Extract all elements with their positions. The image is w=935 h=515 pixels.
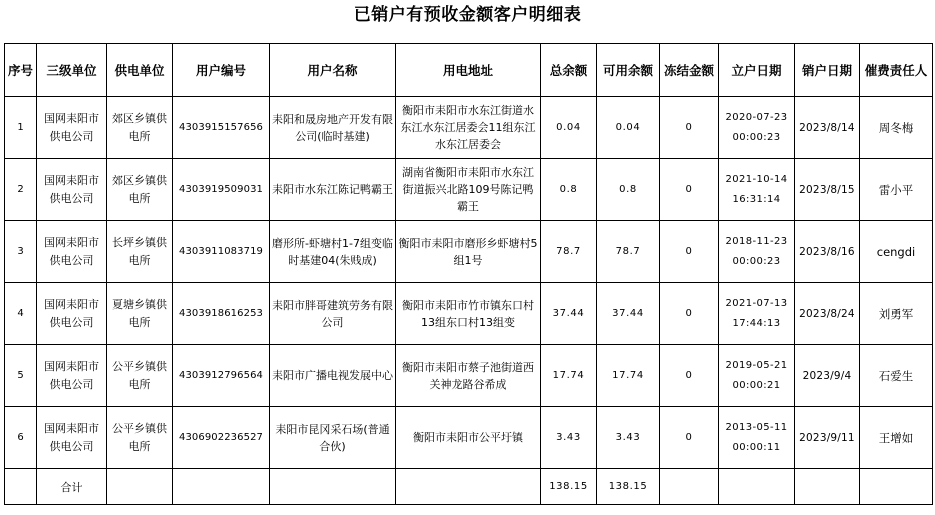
row-supply-unit: 长坪乡镇供电所 bbox=[107, 221, 173, 283]
row-open-date bbox=[719, 407, 795, 469]
table-row bbox=[5, 345, 933, 407]
row-org: 国网耒阳市供电公司 bbox=[37, 159, 107, 221]
row-address: 衡阳市耒阳市公平圩镇 bbox=[396, 407, 541, 469]
header-total-balance: 总余额 bbox=[541, 44, 597, 97]
row-total-balance: 0.8 bbox=[541, 159, 597, 221]
total-empty-cell bbox=[795, 469, 860, 505]
row-user-name: 磨形所-虾塘村1-7组变临时基建04(朱贱成) bbox=[270, 221, 396, 283]
row-org: 国网耒阳市供电公司 bbox=[37, 345, 107, 407]
header-open-date: 立户日期 bbox=[719, 44, 795, 97]
open-date-day: 2019-05-21 bbox=[725, 359, 788, 371]
row-person: 石爱生 bbox=[860, 345, 933, 407]
row-index: 2 bbox=[5, 159, 37, 221]
table-row bbox=[5, 221, 933, 283]
row-available-balance: 0.8 bbox=[597, 159, 660, 221]
row-index: 3 bbox=[5, 221, 37, 283]
row-address: 衡阳市耒阳市磨形乡虾塘村5组1号 bbox=[396, 221, 541, 283]
row-available-balance: 37.44 bbox=[597, 283, 660, 345]
row-user-no: 4303915157656 bbox=[173, 97, 270, 159]
row-available-balance: 78.7 bbox=[597, 221, 660, 283]
row-person: 雷小平 bbox=[860, 159, 933, 221]
total-total-balance: 138.15 bbox=[541, 469, 597, 505]
row-supply-unit: 公平乡镇供电所 bbox=[107, 407, 173, 469]
open-date-time: 00:00:11 bbox=[732, 441, 781, 453]
row-frozen-amount: 0 bbox=[660, 283, 719, 345]
table-row bbox=[5, 283, 933, 345]
total-empty-cell bbox=[396, 469, 541, 505]
total-label: 合计 bbox=[37, 469, 107, 505]
row-available-balance: 0.04 bbox=[597, 97, 660, 159]
row-address: 湖南省衡阳市耒阳市水东江街道振兴北路109号陈记鸭霸王 bbox=[396, 159, 541, 221]
row-org: 国网耒阳市供电公司 bbox=[37, 97, 107, 159]
open-date-time: 16:31:14 bbox=[732, 193, 781, 205]
row-open-date bbox=[719, 97, 795, 159]
row-person: 王增如 bbox=[860, 407, 933, 469]
row-user-name: 耒阳市水东江陈记鸭霸王 bbox=[270, 159, 396, 221]
row-user-no: 4303919509031 bbox=[173, 159, 270, 221]
row-supply-unit: 郊区乡镇供电所 bbox=[107, 97, 173, 159]
total-empty-cell bbox=[5, 469, 37, 505]
row-user-no: 4303912796564 bbox=[173, 345, 270, 407]
row-user-name: 耒阳市胖哥建筑劳务有限公司 bbox=[270, 283, 396, 345]
open-date-day: 2021-07-13 bbox=[725, 297, 788, 309]
header-available-balance: 可用余额 bbox=[597, 44, 660, 97]
row-frozen-amount: 0 bbox=[660, 97, 719, 159]
table-row bbox=[5, 159, 933, 221]
page-title: 已销户有预收金额客户明细表 bbox=[353, 5, 582, 25]
header-user-name: 用户名称 bbox=[270, 44, 396, 97]
row-open-date bbox=[719, 221, 795, 283]
header-org: 三级单位 bbox=[37, 44, 107, 97]
row-user-no: 4306902236527 bbox=[173, 407, 270, 469]
total-empty-cell bbox=[660, 469, 719, 505]
header-person: 催费责任人 bbox=[860, 44, 933, 97]
row-total-balance: 0.04 bbox=[541, 97, 597, 159]
row-frozen-amount: 0 bbox=[660, 407, 719, 469]
header-index: 序号 bbox=[5, 44, 37, 97]
open-date-time: 00:00:23 bbox=[732, 131, 781, 143]
row-frozen-amount: 0 bbox=[660, 159, 719, 221]
open-date-time: 00:00:21 bbox=[732, 379, 781, 391]
total-row bbox=[5, 469, 933, 505]
row-total-balance: 17.74 bbox=[541, 345, 597, 407]
header-user-no: 用户编号 bbox=[173, 44, 270, 97]
row-supply-unit: 公平乡镇供电所 bbox=[107, 345, 173, 407]
row-address: 衡阳市耒阳市水东江街道水东江水东江居委会11组东江水东江居委会 bbox=[396, 97, 541, 159]
row-address: 衡阳市耒阳市蔡子池街道西关神龙路谷希成 bbox=[396, 345, 541, 407]
row-close-date: 2023/9/4 bbox=[795, 345, 860, 407]
open-date-time: 17:44:13 bbox=[732, 317, 781, 329]
header-address: 用电地址 bbox=[396, 44, 541, 97]
open-date-day: 2020-07-23 bbox=[725, 111, 788, 123]
row-person: 刘勇军 bbox=[860, 283, 933, 345]
row-index: 1 bbox=[5, 97, 37, 159]
row-user-name: 耒阳市广播电视发展中心 bbox=[270, 345, 396, 407]
row-total-balance: 3.43 bbox=[541, 407, 597, 469]
row-person: 周冬梅 bbox=[860, 97, 933, 159]
row-frozen-amount: 0 bbox=[660, 345, 719, 407]
table-row bbox=[5, 407, 933, 469]
open-date-day: 2018-11-23 bbox=[725, 235, 788, 247]
row-index: 6 bbox=[5, 407, 37, 469]
total-empty-cell bbox=[173, 469, 270, 505]
row-org: 国网耒阳市供电公司 bbox=[37, 283, 107, 345]
row-close-date: 2023/8/16 bbox=[795, 221, 860, 283]
row-frozen-amount: 0 bbox=[660, 221, 719, 283]
table-row bbox=[5, 97, 933, 159]
row-close-date: 2023/9/11 bbox=[795, 407, 860, 469]
row-index: 5 bbox=[5, 345, 37, 407]
header-supply-unit: 供电单位 bbox=[107, 44, 173, 97]
open-date-time: 00:00:23 bbox=[732, 255, 781, 267]
row-close-date: 2023/8/14 bbox=[795, 97, 860, 159]
total-empty-cell bbox=[270, 469, 396, 505]
row-available-balance: 3.43 bbox=[597, 407, 660, 469]
row-supply-unit: 郊区乡镇供电所 bbox=[107, 159, 173, 221]
row-index: 4 bbox=[5, 283, 37, 345]
open-date-day: 2013-05-11 bbox=[725, 421, 788, 433]
row-user-name: 耒阳市昆冈采石场(普通合伙) bbox=[270, 407, 396, 469]
row-total-balance: 78.7 bbox=[541, 221, 597, 283]
row-close-date: 2023/8/24 bbox=[795, 283, 860, 345]
row-supply-unit: 夏塘乡镇供电所 bbox=[107, 283, 173, 345]
table-header-row bbox=[5, 44, 933, 97]
row-org: 国网耒阳市供电公司 bbox=[37, 407, 107, 469]
total-empty-cell bbox=[107, 469, 173, 505]
row-close-date: 2023/8/15 bbox=[795, 159, 860, 221]
total-empty-cell bbox=[860, 469, 933, 505]
customer-detail-table bbox=[4, 43, 933, 505]
row-org: 国网耒阳市供电公司 bbox=[37, 221, 107, 283]
row-person: cengdi bbox=[860, 221, 933, 283]
open-date-day: 2021-10-14 bbox=[725, 173, 788, 185]
row-user-no: 4303911083719 bbox=[173, 221, 270, 283]
total-available-balance: 138.15 bbox=[597, 469, 660, 505]
row-user-no: 4303918616253 bbox=[173, 283, 270, 345]
total-empty-cell bbox=[719, 469, 795, 505]
row-open-date bbox=[719, 283, 795, 345]
row-available-balance: 17.74 bbox=[597, 345, 660, 407]
row-open-date bbox=[719, 159, 795, 221]
row-total-balance: 37.44 bbox=[541, 283, 597, 345]
header-close-date: 销户日期 bbox=[795, 44, 860, 97]
row-address: 衡阳市耒阳市竹市镇东口村13组东口村13组变 bbox=[396, 283, 541, 345]
row-user-name: 耒阳和晟房地产开发有限公司(临时基建) bbox=[270, 97, 396, 159]
header-frozen-amount: 冻结金额 bbox=[660, 44, 719, 97]
row-open-date bbox=[719, 345, 795, 407]
